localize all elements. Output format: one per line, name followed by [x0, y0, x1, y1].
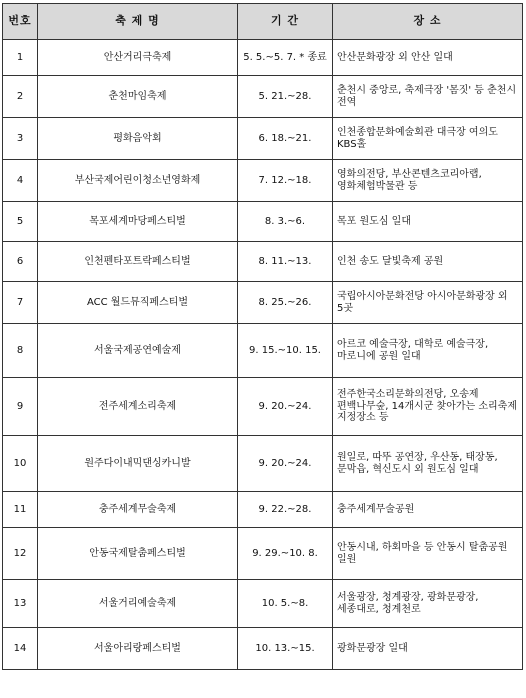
cell-period: 9. 20.~24.	[238, 378, 333, 436]
cell-no: 8	[3, 324, 38, 378]
cell-place: 목포 원도심 일대	[333, 202, 523, 242]
cell-place: 안산문화광장 외 안산 일대	[333, 40, 523, 76]
table-row	[3, 580, 523, 628]
cell-festival-name: 안산거리극축제	[38, 40, 238, 76]
cell-period: 8. 25.~26.	[238, 282, 333, 324]
cell-festival-name: 서울국제공연예술제	[38, 324, 238, 378]
cell-festival-name: 충주세계무술축제	[38, 492, 238, 528]
header-no: 번호	[3, 4, 38, 40]
cell-period: 9. 15.~10. 15.	[238, 324, 333, 378]
cell-period: 9. 20.~24.	[238, 436, 333, 492]
cell-period: 8. 3.~6.	[238, 202, 333, 242]
table-row	[3, 282, 523, 324]
cell-no: 4	[3, 160, 38, 202]
cell-festival-name: 평화음악회	[38, 118, 238, 160]
cell-festival-name: 춘천마임축제	[38, 76, 238, 118]
cell-place: 인천 송도 달빛축제 공원	[333, 242, 523, 282]
cell-no: 14	[3, 628, 38, 670]
header-period: 기 간	[238, 4, 333, 40]
cell-no: 7	[3, 282, 38, 324]
cell-place: 국립아시아문화전당 아시아문화광장 외 5곳	[333, 282, 523, 324]
table-row	[3, 628, 523, 670]
header-name: 축 제 명	[38, 4, 238, 40]
cell-place: 안동시내, 하회마을 등 안동시 탈춤공원 일원	[333, 528, 523, 580]
cell-place: 원일로, 따뚜 공연장, 우산동, 태장동, 문막읍, 혁신도시 외 원도심 일대	[333, 436, 523, 492]
table-row	[3, 202, 523, 242]
cell-period: 9. 22.~28.	[238, 492, 333, 528]
cell-period: 5. 21.~28.	[238, 76, 333, 118]
header-place: 장 소	[333, 4, 523, 40]
cell-no: 2	[3, 76, 38, 118]
cell-festival-name: 인천펜타포트락페스티벌	[38, 242, 238, 282]
cell-place: 광화문광장 일대	[333, 628, 523, 670]
cell-festival-name: 안동국제탈춤페스티벌	[38, 528, 238, 580]
table-body	[3, 40, 523, 670]
cell-period: 7. 12.~18.	[238, 160, 333, 202]
cell-place: 춘천시 중앙로, 축제극장 '몸짓' 등 춘천시 전역	[333, 76, 523, 118]
cell-festival-name: 서울아리랑페스티벌	[38, 628, 238, 670]
cell-festival-name: 서울거리예술축제	[38, 580, 238, 628]
cell-place: 인천종합문화예술회관 대극장 여의도 KBS홀	[333, 118, 523, 160]
cell-no: 10	[3, 436, 38, 492]
cell-period: 8. 11.~13.	[238, 242, 333, 282]
festival-table	[2, 3, 523, 670]
table-row	[3, 528, 523, 580]
cell-place: 충주세계무술공원	[333, 492, 523, 528]
cell-festival-name: 목포세계마당페스티벌	[38, 202, 238, 242]
cell-no: 6	[3, 242, 38, 282]
cell-period: 9. 29.~10. 8.	[238, 528, 333, 580]
cell-festival-name: 전주세계소리축제	[38, 378, 238, 436]
cell-no: 9	[3, 378, 38, 436]
table-row	[3, 492, 523, 528]
cell-period: 5. 5.~5. 7. * 종료	[238, 40, 333, 76]
cell-place: 전주한국소리문화의전당, 오송제 편백나무숲, 14개시군 찾아가는 소리축제 지정장소 등	[333, 378, 523, 436]
cell-no: 3	[3, 118, 38, 160]
cell-no: 5	[3, 202, 38, 242]
cell-no: 13	[3, 580, 38, 628]
cell-no: 11	[3, 492, 38, 528]
table-row	[3, 40, 523, 76]
header-row	[3, 4, 523, 40]
cell-period: 6. 18.~21.	[238, 118, 333, 160]
cell-place: 영화의전당, 부산콘텐츠코리아랩, 영화체험박물관 등	[333, 160, 523, 202]
cell-period: 10. 13.~15.	[238, 628, 333, 670]
cell-no: 12	[3, 528, 38, 580]
cell-place: 아르코 예술극장, 대학로 예술극장, 마로니에 공원 일대	[333, 324, 523, 378]
cell-festival-name: ACC 월드뮤직페스티벌	[38, 282, 238, 324]
table-row	[3, 436, 523, 492]
table-row	[3, 242, 523, 282]
cell-festival-name: 부산국제어린이청소년영화제	[38, 160, 238, 202]
table-header	[3, 4, 523, 40]
table-row	[3, 118, 523, 160]
table-row	[3, 378, 523, 436]
table-row	[3, 76, 523, 118]
cell-place: 서울광장, 청계광장, 광화문광장, 세종대로, 청계천로	[333, 580, 523, 628]
cell-period: 10. 5.~8.	[238, 580, 333, 628]
cell-no: 1	[3, 40, 38, 76]
cell-festival-name: 원주다이내믹댄싱카니발	[38, 436, 238, 492]
table-row	[3, 160, 523, 202]
table-row	[3, 324, 523, 378]
